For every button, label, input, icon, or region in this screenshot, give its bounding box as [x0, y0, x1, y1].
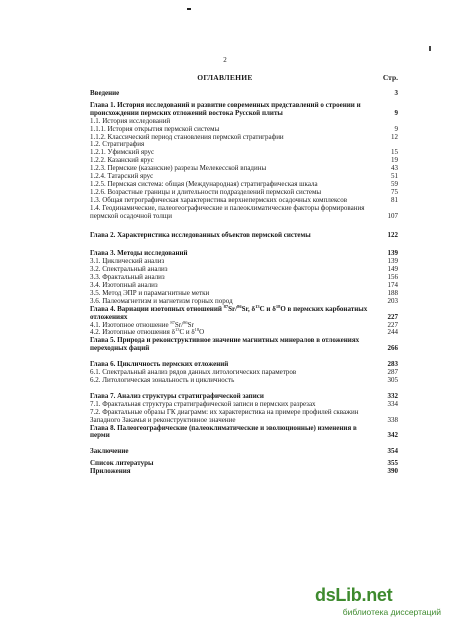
- watermark-subtitle: библиотека диссертаций: [342, 607, 441, 617]
- toc-entry: [90, 425, 398, 441]
- toc-entry-title: 1.2.3. Пермские (казанские) разрезы Мелекесской впадины: [90, 164, 267, 173]
- toc-entry-page: 203: [387, 296, 398, 305]
- toc-entry-page: 19: [391, 156, 398, 165]
- toc-entry-page: 354: [387, 447, 398, 456]
- toc-entry-title: Приложения: [90, 467, 131, 476]
- toc-entry-page: 122: [387, 230, 398, 239]
- toc-entry-title: Глава 3. Методы исследований: [90, 249, 188, 258]
- toc-entry-title: 1.2.5. Пермская система: общая (Международная) стратиграфическая шкала: [90, 179, 318, 188]
- toc-entry-page: 43: [391, 164, 398, 173]
- toc-entry-title: Список литературы: [90, 459, 154, 468]
- toc-entry-title: Введение: [90, 89, 120, 97]
- scan-mark: [187, 8, 191, 10]
- toc-entry-page: 75: [391, 187, 398, 196]
- toc-entry-page: 287: [387, 368, 398, 377]
- toc-entry-page: 81: [391, 195, 398, 204]
- toc-entry-title: 1.2.4. Татарский ярус: [90, 172, 154, 181]
- toc-entry-page: 342: [387, 431, 398, 440]
- toc-entry-title: 4.2. Изотопные отношения $\delta^{13}C$ и $\delta^{18}O$: [90, 327, 205, 337]
- toc-entry-title: Глава 6. Цикличность пермских отложений: [90, 360, 229, 369]
- toc-entry-title: Глава 7. Анализ структуры стратиграфической записи: [90, 391, 264, 400]
- toc-entry-title: 3.5. Метод ЭПР и парамагнитные метки: [90, 288, 210, 297]
- toc-entry-page: 3: [394, 89, 398, 97]
- toc-entry: [90, 205, 398, 221]
- toc-entry-title: 6.2. Литологическая зональность и цикличность: [90, 376, 235, 384]
- toc-entry-page: 355: [387, 459, 398, 468]
- toc-entry-page: 12: [391, 132, 398, 141]
- toc-entry-page: 227: [387, 312, 398, 321]
- toc-entry-page: 139: [387, 257, 398, 266]
- toc-entry-title: 1.2. Стратиграфия: [90, 140, 145, 149]
- toc-entry: [90, 337, 398, 353]
- toc-entry-title: 1.2.6. Возрастные границы и длительности подразделений пермской системы: [90, 187, 322, 196]
- isotope-formula: $\delta^{13}C$ и $\delta^{18}O$: [171, 327, 205, 337]
- table-of-contents: [90, 90, 398, 476]
- toc-entry-title: 1.3. Общая петрографическая характеристика верхнепермских осадочных комплексов: [90, 195, 348, 204]
- watermark-logo: dsLib.net: [315, 585, 393, 605]
- toc-entry-title: 3.2. Спектральный анализ: [90, 265, 168, 274]
- toc-entry-title: 1.1. История исследований: [90, 116, 171, 125]
- page-number: 2: [223, 56, 227, 64]
- toc-entry-page: 156: [387, 273, 398, 282]
- toc-entry-page: 174: [387, 281, 398, 290]
- watermark: [315, 585, 445, 623]
- toc-entry: [90, 409, 398, 425]
- toc-entry-title: 1.2.2. Казанский ярус: [90, 156, 154, 165]
- toc-entry-title: 3.6. Палеомагнетизм и магнетизм горных пород: [90, 296, 233, 305]
- toc-entry-title: 7.2. Фрактальные образы ГК диаграмм: их характеристика на примере профилей скважин Западного Закамья и реконструктивное значение: [90, 407, 359, 424]
- toc-entry-page: 188: [387, 288, 398, 297]
- toc-entry-title: Глава 1. История исследований и развитие современных представлений о строении и происхождении пермских отложений востока Русской плиты: [90, 100, 361, 117]
- toc-entry-page: 15: [391, 148, 398, 157]
- toc-entry-page: 59: [391, 179, 398, 188]
- toc-entry-title: 3.4. Изотопный анализ: [90, 281, 158, 290]
- toc-entry: [90, 303, 398, 322]
- toc-entry: [90, 232, 398, 240]
- toc-entry-title: 7.1. Фрактальная структура стратиграфической записи в пермских разрезах: [90, 399, 316, 408]
- toc-entry-page: 305: [387, 376, 398, 384]
- toc-entry-page: 227: [387, 320, 398, 329]
- toc-entry-title: Глава 4. Вариации изотопных отношений $^{87}$Sr/$^{86}$Sr, $\delta^{13}C$ и $\delta^{18}O$ в пермских карбонатных отложениях: [90, 303, 368, 321]
- toc-entry-page: 149: [387, 265, 398, 274]
- toc-entry-title: 3.1. Циклический анализ: [90, 257, 165, 266]
- toc-entry-title: 6.1. Спектральный анализ рядов данных литологических параметров: [90, 368, 297, 377]
- toc-entry-title: 4.1. Изотопное отношение $^{87}$Sr/$^{86}$Sr: [90, 319, 194, 329]
- toc-entry: [90, 448, 398, 456]
- toc-entry-page: 9: [394, 124, 398, 133]
- toc-entry-title: Глава 5. Природа и реконструктивное значение магнитных минералов в отложениях переходных фаций: [90, 336, 360, 353]
- toc-entry-title: 1.1.2. Классический период становления пермской стратиграфии: [90, 132, 284, 141]
- scan-mark: [429, 46, 431, 51]
- isotope-formula: $^{87}$Sr/$^{86}$Sr: [170, 319, 194, 329]
- toc-entry-page: 390: [387, 467, 398, 476]
- toc-entry-title: Глава 8. Палеогеографические (палеоклиматические и эволюционные) изменения в перми: [90, 423, 357, 440]
- isotope-formula: $^{87}$Sr/$^{86}$Sr, $\delta^{13}C$ и $\delta^{18}O$: [223, 303, 286, 313]
- toc-entry: [90, 468, 398, 476]
- toc-entry-title: 1.2.1. Уфимский ярус: [90, 148, 155, 157]
- toc-entry-page: 9: [394, 108, 398, 117]
- toc-entry-title: 1.1.1. История открытия пермской системы: [90, 124, 220, 133]
- toc-entry-page: 107: [387, 211, 398, 220]
- toc-entry-page: 139: [387, 249, 398, 258]
- toc-entry: [90, 102, 398, 118]
- toc-entry-page: 338: [387, 415, 398, 424]
- toc-entry: [90, 377, 398, 385]
- toc-entry-page: 283: [387, 360, 398, 369]
- page-column-header: Стр.: [382, 73, 398, 82]
- toc-entry-page: 332: [387, 391, 398, 400]
- toc-entry-title: Заключение: [90, 447, 129, 456]
- toc-entry-page: 266: [387, 344, 398, 353]
- toc-entry: [90, 460, 398, 468]
- toc-entry-page: 51: [391, 172, 398, 181]
- toc-entry-page: 244: [387, 328, 398, 337]
- toc-entry-title: Глава 2. Характеристика исследованных объектов пермской системы: [90, 230, 311, 239]
- toc-entry-page: 334: [387, 399, 398, 408]
- toc-entry-title: 1.4. Геодинамические, палеогеографические и палеоклиматические факторы формирования пермской осадочной толщи: [90, 203, 365, 220]
- page-title: ОГЛАВЛЕНИЕ: [197, 73, 253, 82]
- toc-entry-title: 3.3. Фрактальный анализ: [90, 273, 165, 282]
- toc-entry: [90, 90, 398, 98]
